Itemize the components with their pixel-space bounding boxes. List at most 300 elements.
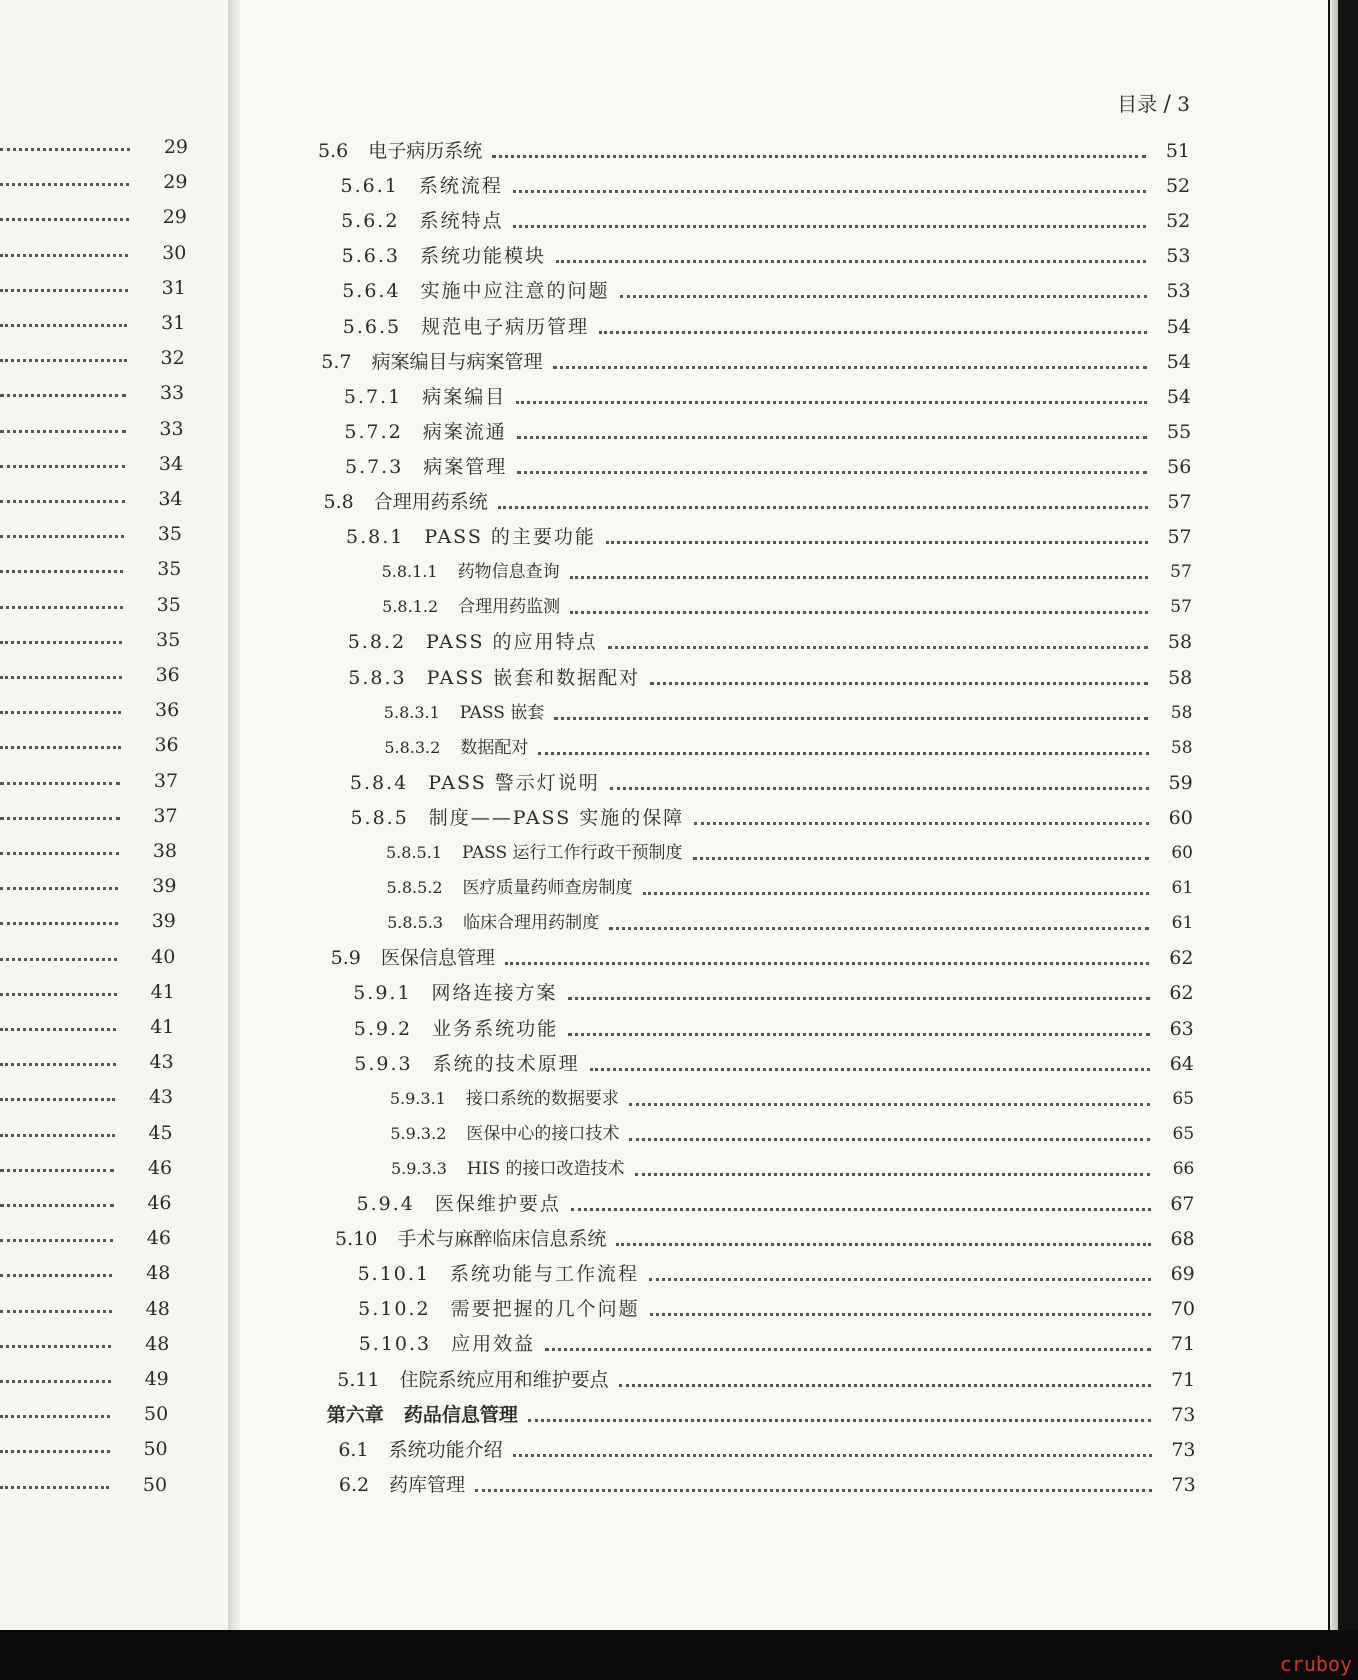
dot-leader xyxy=(0,782,120,785)
toc-entry-page: 68 xyxy=(1170,1228,1195,1251)
left-toc-row xyxy=(0,1047,174,1077)
dot-leader xyxy=(608,646,1149,649)
dot-leader xyxy=(0,1310,112,1313)
left-page-number: 34 xyxy=(158,452,184,475)
dot-leader xyxy=(620,295,1147,298)
dot-leader xyxy=(556,260,1146,263)
toc-entry[interactable] xyxy=(342,276,1190,306)
dot-leader xyxy=(0,1134,115,1137)
toc-entry-title: 实施中应注意的问题 xyxy=(420,280,610,303)
dot-leader xyxy=(0,958,117,961)
toc-entry-page: 54 xyxy=(1166,350,1191,373)
toc-entry-page: 58 xyxy=(1167,631,1193,654)
toc-entry-number: 5.10.1 xyxy=(357,1263,431,1286)
toc-entry-title: 医保中心的接口技术 xyxy=(466,1123,620,1144)
toc-entry-number: 5.6.3 xyxy=(341,245,400,268)
toc-entry[interactable] xyxy=(357,1189,1195,1219)
toc-entry-page: 69 xyxy=(1170,1263,1195,1286)
toc-entry-number: 5.9.2 xyxy=(353,1017,413,1040)
left-toc-row xyxy=(0,1082,173,1112)
left-toc-row xyxy=(0,167,187,197)
dot-leader xyxy=(0,1028,116,1031)
dot-leader xyxy=(0,359,127,362)
toc-entry-number: 5.10.3 xyxy=(358,1333,432,1356)
left-toc-row xyxy=(0,132,188,162)
left-page-number: 33 xyxy=(159,382,185,405)
toc-entry-number: 5.8.5.3 xyxy=(387,913,444,933)
toc-entry[interactable] xyxy=(384,733,1192,763)
left-toc-row xyxy=(0,1434,168,1464)
left-toc-row xyxy=(0,1012,174,1042)
left-toc-row xyxy=(0,1364,169,1394)
left-page-number: 33 xyxy=(159,417,184,440)
left-page-number: 36 xyxy=(155,664,180,686)
toc-entry-page: 58 xyxy=(1170,737,1193,758)
dot-leader xyxy=(629,1138,1150,1141)
toc-entry-title: 业务系统功能 xyxy=(432,1017,559,1040)
left-toc-row xyxy=(0,590,181,620)
toc-entry-title: 系统功能与工作流程 xyxy=(450,1263,640,1286)
toc-entry[interactable] xyxy=(382,592,1192,622)
toc-entry[interactable] xyxy=(387,908,1193,938)
left-page-number: 36 xyxy=(154,734,179,757)
toc-entry-page: 73 xyxy=(1171,1403,1196,1426)
dot-leader xyxy=(0,183,129,186)
left-page-number: 29 xyxy=(163,171,188,194)
dot-leader xyxy=(590,1068,1150,1071)
left-toc-row xyxy=(0,942,175,972)
toc-entry[interactable] xyxy=(390,1084,1194,1114)
dot-leader xyxy=(0,711,121,714)
toc-entry[interactable] xyxy=(327,1400,1196,1430)
left-toc-row xyxy=(0,519,182,549)
left-toc-row xyxy=(0,308,185,338)
dot-leader xyxy=(571,1208,1151,1211)
dot-leader xyxy=(528,1419,1152,1422)
dot-leader xyxy=(635,1173,1151,1176)
left-page-number: 41 xyxy=(150,1016,175,1038)
dot-leader xyxy=(0,817,120,820)
toc-entry-title: 网络连接方案 xyxy=(431,982,558,1005)
dot-leader xyxy=(0,324,127,327)
toc-entry[interactable] xyxy=(382,557,1192,587)
dot-leader xyxy=(0,1415,110,1418)
left-toc-row xyxy=(0,836,177,866)
left-toc-row xyxy=(0,906,176,936)
dot-leader xyxy=(570,611,1148,614)
toc-entry[interactable] xyxy=(331,943,1194,973)
toc-entry-number: 5.9.3.2 xyxy=(390,1123,447,1143)
left-page-number: 32 xyxy=(160,347,185,370)
toc-entry-title: 系统功能介绍 xyxy=(388,1438,503,1461)
dot-leader xyxy=(0,1098,115,1101)
toc-entry[interactable] xyxy=(337,1365,1195,1395)
dot-leader xyxy=(0,641,122,644)
dot-leader xyxy=(0,430,126,433)
toc-entry-title: 病案编目 xyxy=(422,385,507,408)
toc-entry[interactable] xyxy=(344,382,1191,412)
left-page-number: 40 xyxy=(151,945,176,968)
dot-leader xyxy=(513,190,1146,193)
toc-entry-number: 6.1 xyxy=(338,1438,369,1461)
left-page-number: 39 xyxy=(151,910,176,933)
left-toc-row xyxy=(0,1399,168,1429)
toc-entry-page: 60 xyxy=(1168,806,1193,829)
toc-entry-number: 5.8.3.2 xyxy=(384,737,441,757)
toc-entry-number: 5.7.3 xyxy=(344,455,404,478)
toc-entry-title: PASS 的主要功能 xyxy=(424,526,596,549)
toc-entry[interactable] xyxy=(342,241,1191,271)
dot-leader xyxy=(0,218,129,221)
dot-leader xyxy=(0,1169,114,1172)
dot-leader xyxy=(554,717,1148,720)
toc-entry-page: 71 xyxy=(1170,1333,1196,1356)
left-toc-row xyxy=(0,1258,170,1288)
toc-entry-title: 药库管理 xyxy=(389,1473,466,1496)
toc-entry-title: 系统流程 xyxy=(418,175,503,198)
left-toc-row xyxy=(0,378,184,408)
toc-entry-number: 5.9 xyxy=(330,947,361,970)
dot-leader xyxy=(599,331,1147,334)
toc-entry-number: 5.8.5.2 xyxy=(386,878,443,898)
toc-entry[interactable] xyxy=(358,1259,1195,1289)
toc-entry-title: 规范电子病历管理 xyxy=(421,315,590,338)
toc-entry-page: 73 xyxy=(1171,1438,1196,1461)
left-toc-row xyxy=(0,554,181,584)
toc-entry-number: 5.6.2 xyxy=(341,210,400,233)
book-gutter xyxy=(228,0,240,1630)
left-page-number: 48 xyxy=(145,1297,170,1320)
toc-entry-number: 第六章 xyxy=(326,1403,384,1426)
toc-entry-title: 临床合理用药制度 xyxy=(463,913,600,934)
toc-entry-page: 66 xyxy=(1172,1158,1195,1179)
left-page-number: 50 xyxy=(143,1438,168,1461)
toc-entry-title: 医保维护要点 xyxy=(434,1193,561,1215)
toc-entry-page: 51 xyxy=(1165,140,1190,162)
dot-leader xyxy=(0,570,123,573)
left-page-number: 50 xyxy=(144,1403,169,1426)
left-toc-row xyxy=(0,343,185,373)
toc-entry-page: 58 xyxy=(1168,666,1193,689)
dot-leader xyxy=(0,289,128,292)
toc-entry[interactable] xyxy=(318,136,1190,166)
header-separator: / xyxy=(1163,92,1171,117)
dot-leader xyxy=(517,436,1147,439)
toc-entry-title: 数据配对 xyxy=(460,737,529,758)
left-page-number: 30 xyxy=(162,241,187,264)
toc-entry[interactable] xyxy=(386,838,1193,868)
toc-entry[interactable] xyxy=(354,1049,1194,1079)
toc-entry[interactable] xyxy=(358,1294,1195,1324)
toc-entry-number: 5.9.3 xyxy=(354,1052,413,1075)
left-toc-row xyxy=(0,273,186,303)
left-page-number: 46 xyxy=(146,1227,171,1250)
toc-entry-page: 57 xyxy=(1170,597,1192,618)
toc-entry-page: 70 xyxy=(1170,1298,1195,1321)
left-page-number: 29 xyxy=(163,136,188,158)
left-page-number: 34 xyxy=(158,488,183,510)
toc-entry-page: 64 xyxy=(1169,1052,1194,1075)
dot-leader xyxy=(616,1243,1150,1246)
toc-entry-page: 60 xyxy=(1171,843,1193,863)
toc-entry[interactable] xyxy=(341,206,1190,236)
dot-leader xyxy=(0,1204,114,1207)
left-toc-row xyxy=(0,1153,172,1183)
left-toc-row xyxy=(0,766,178,796)
toc-entry-title: 住院系统应用和维护要点 xyxy=(399,1368,609,1391)
dot-leader xyxy=(0,148,130,151)
toc-entry[interactable] xyxy=(343,312,1191,342)
toc-entry-page: 54 xyxy=(1166,385,1192,408)
toc-entry-page: 55 xyxy=(1167,420,1192,443)
toc-entry-title: 病案管理 xyxy=(423,455,508,478)
toc-entry-number: 5.8.1 xyxy=(346,526,405,549)
left-toc-row xyxy=(0,1188,172,1218)
toc-entry-title: PASS 警示灯说明 xyxy=(428,771,600,794)
toc-entry[interactable] xyxy=(341,171,1191,201)
toc-entry-title: 系统功能模块 xyxy=(420,245,547,268)
toc-entry-page: 53 xyxy=(1166,280,1191,303)
toc-entry-title: 医保信息管理 xyxy=(380,947,495,970)
toc-entry-number: 5.8.3.1 xyxy=(383,702,440,722)
toc-entry[interactable] xyxy=(353,978,1193,1008)
dot-leader xyxy=(0,676,122,679)
dot-leader xyxy=(0,394,126,397)
toc-entry[interactable] xyxy=(338,1435,1195,1465)
dot-leader xyxy=(517,471,1147,474)
toc-entry-page: 71 xyxy=(1171,1368,1196,1391)
toc-entry-number: 5.9.3.3 xyxy=(390,1158,447,1178)
toc-entry-page: 58 xyxy=(1170,702,1193,723)
toc-entry-title: 制度——PASS 实施的保障 xyxy=(428,806,685,829)
toc-entry-number: 5.11 xyxy=(337,1368,380,1391)
toc-entry-page: 54 xyxy=(1166,315,1191,338)
toc-entry-title: 手术与麻醉临床信息系统 xyxy=(397,1228,607,1251)
toc-entry-title: 系统的技术原理 xyxy=(432,1052,580,1075)
toc-entry-title: 医疗质量药师查房制度 xyxy=(462,878,633,899)
dot-leader xyxy=(545,1348,1151,1351)
left-toc-row xyxy=(0,1118,173,1148)
left-page-number: 35 xyxy=(157,523,182,546)
toc-entry-number: 5.9.4 xyxy=(356,1193,415,1215)
dot-leader xyxy=(0,500,125,503)
left-page-number: 43 xyxy=(148,1086,174,1109)
toc-entry[interactable] xyxy=(344,417,1191,447)
dot-leader xyxy=(0,1274,112,1277)
toc-entry-title: 接口系统的数据要求 xyxy=(465,1088,619,1109)
toc-entry[interactable] xyxy=(348,627,1192,657)
toc-entry-page: 57 xyxy=(1170,562,1192,583)
dot-leader xyxy=(0,1345,111,1348)
toc-entry-number: 5.8.1.1 xyxy=(381,562,438,582)
dot-leader xyxy=(513,1454,1152,1457)
toc-entry-title: 药物信息查询 xyxy=(457,562,560,583)
left-page-number: 29 xyxy=(162,206,187,229)
left-toc-row xyxy=(0,1329,169,1359)
left-page-number: 35 xyxy=(156,593,181,616)
left-page-number: 35 xyxy=(157,558,182,581)
toc-entry-title: PASS 嵌套和数据配对 xyxy=(426,666,641,689)
dot-leader xyxy=(649,1278,1151,1281)
toc-entry[interactable] xyxy=(324,487,1192,517)
left-toc-row xyxy=(0,871,176,901)
dot-leader xyxy=(606,541,1148,544)
left-page-number: 31 xyxy=(161,312,186,334)
toc-entry[interactable] xyxy=(350,768,1193,798)
toc-entry-number: 5.7.1 xyxy=(343,385,403,408)
left-toc-row xyxy=(0,695,179,725)
toc-entry[interactable] xyxy=(354,1014,1194,1044)
dot-leader xyxy=(0,465,125,468)
left-toc-row xyxy=(0,202,187,232)
toc-entry-number: 5.8.3 xyxy=(348,666,407,689)
toc-entry-page: 67 xyxy=(1170,1193,1195,1215)
toc-entry-title: PASS 的应用特点 xyxy=(426,631,598,654)
toc-entry-number: 5.6.1 xyxy=(340,175,399,198)
left-page-number: 39 xyxy=(152,875,177,898)
left-page-number: 48 xyxy=(146,1262,171,1285)
toc-entry-title: 合理用药系统 xyxy=(373,491,488,513)
dot-leader xyxy=(609,927,1149,930)
dot-leader xyxy=(492,155,1146,158)
toc-entry[interactable] xyxy=(339,1470,1196,1500)
header-page-number: 3 xyxy=(1177,92,1190,116)
toc-entry[interactable] xyxy=(348,663,1192,693)
dot-leader xyxy=(513,225,1146,228)
dot-leader xyxy=(475,1489,1152,1492)
toc-entry[interactable] xyxy=(350,803,1192,833)
left-toc-row xyxy=(0,660,180,690)
toc-entry-title: 应用效益 xyxy=(451,1333,536,1356)
toc-entry-number: 5.8.4 xyxy=(349,771,409,794)
toc-entry-number: 5.6 xyxy=(318,140,349,162)
toc-entry-page: 56 xyxy=(1167,455,1192,478)
dot-leader xyxy=(0,254,128,257)
toc-entry-page: 65 xyxy=(1172,1123,1195,1144)
dot-leader xyxy=(553,366,1147,369)
dot-leader xyxy=(643,892,1150,895)
toc-entry[interactable] xyxy=(359,1329,1195,1359)
dot-leader xyxy=(0,1486,109,1489)
dot-leader xyxy=(693,857,1149,860)
left-toc-row xyxy=(0,238,186,268)
toc-entry[interactable] xyxy=(384,698,1193,728)
dot-leader xyxy=(629,1103,1150,1106)
left-toc-row xyxy=(0,484,183,514)
toc-entry-page: 57 xyxy=(1167,526,1192,549)
left-toc-row xyxy=(0,1294,170,1324)
left-page xyxy=(0,0,234,1630)
toc-entry-page: 53 xyxy=(1166,245,1191,268)
toc-entry[interactable] xyxy=(321,347,1191,377)
watermark: cruboy xyxy=(1279,1652,1352,1676)
toc-entry-title: 需要把握的几个问题 xyxy=(450,1298,640,1321)
dot-leader xyxy=(0,535,124,538)
left-page-number: 36 xyxy=(155,699,180,722)
toc-entry-title: 电子病历系统 xyxy=(368,140,483,162)
dot-leader xyxy=(0,993,117,996)
left-toc-row xyxy=(0,730,179,760)
toc-entry-number: 5.8.5 xyxy=(350,806,409,829)
left-page-number: 46 xyxy=(147,1156,173,1179)
dot-leader xyxy=(0,852,119,855)
dot-leader xyxy=(610,787,1149,790)
left-toc-row xyxy=(0,1470,167,1500)
dot-leader xyxy=(568,1033,1150,1036)
toc-entry-page: 65 xyxy=(1172,1088,1195,1109)
left-page-number: 45 xyxy=(148,1121,173,1144)
toc-entry-number: 5.10 xyxy=(335,1228,378,1251)
left-page-number: 49 xyxy=(144,1368,169,1390)
toc-entry[interactable] xyxy=(335,1224,1195,1254)
toc-entry-page: 59 xyxy=(1168,771,1193,794)
toc-entry-title: 病案编目与病案管理 xyxy=(371,350,543,373)
toc-entry-title: 药品信息管理 xyxy=(403,1403,518,1426)
left-toc-row xyxy=(0,414,184,444)
left-toc-row xyxy=(0,801,178,831)
toc-entry-number: 5.10.2 xyxy=(358,1298,431,1321)
left-page-number: 31 xyxy=(161,276,186,299)
dot-leader xyxy=(516,401,1147,404)
dot-leader xyxy=(0,887,118,890)
dot-leader xyxy=(0,922,118,925)
dot-leader xyxy=(650,682,1148,685)
page-edge xyxy=(1328,0,1358,1630)
toc-entry-page: 52 xyxy=(1165,175,1191,198)
left-toc-row xyxy=(0,977,175,1007)
left-page-number: 37 xyxy=(153,804,178,827)
toc-entry[interactable] xyxy=(391,1154,1194,1184)
left-toc-row xyxy=(0,1223,171,1253)
toc-entry[interactable] xyxy=(387,873,1194,903)
dot-leader xyxy=(0,606,123,609)
toc-entry-title: PASS 运行工作行政干预制度 xyxy=(461,843,683,863)
left-page-number: 35 xyxy=(156,628,181,651)
dot-leader xyxy=(0,746,121,749)
dot-leader xyxy=(0,1239,113,1242)
dot-leader xyxy=(0,1450,110,1453)
left-page-number: 46 xyxy=(147,1192,172,1214)
toc-entry[interactable] xyxy=(390,1119,1194,1149)
left-page-number: 50 xyxy=(142,1473,168,1496)
left-page-number: 37 xyxy=(153,769,179,792)
toc-entry-page: 63 xyxy=(1169,1017,1194,1040)
dot-leader xyxy=(538,752,1148,755)
dot-leader xyxy=(568,997,1150,1000)
header-label: 目录 xyxy=(1117,92,1158,116)
left-page-number: 41 xyxy=(150,980,175,1003)
dot-leader xyxy=(619,1384,1152,1387)
toc-entry-number: 5.8.5.1 xyxy=(386,843,442,862)
toc-entry[interactable] xyxy=(346,522,1192,552)
running-header xyxy=(1100,88,1190,120)
toc-entry-title: PASS 嵌套 xyxy=(459,702,545,723)
dot-leader xyxy=(650,1313,1151,1316)
left-page-number: 48 xyxy=(145,1332,170,1355)
dot-leader xyxy=(570,576,1148,579)
toc-entry-number: 5.7.2 xyxy=(344,420,403,443)
left-toc-row xyxy=(0,449,183,479)
toc-entry-page: 62 xyxy=(1169,947,1194,970)
left-page-number: 38 xyxy=(152,840,177,862)
scanner-background xyxy=(0,1630,1358,1680)
toc-entry-page: 61 xyxy=(1171,913,1194,934)
toc-entry-page: 52 xyxy=(1166,210,1191,233)
toc-entry-number: 5.9.1 xyxy=(353,982,412,1005)
toc-entry[interactable] xyxy=(345,452,1191,482)
toc-entry-number: 6.2 xyxy=(338,1473,370,1496)
toc-entry-title: HIS 的接口改造技术 xyxy=(466,1158,625,1179)
